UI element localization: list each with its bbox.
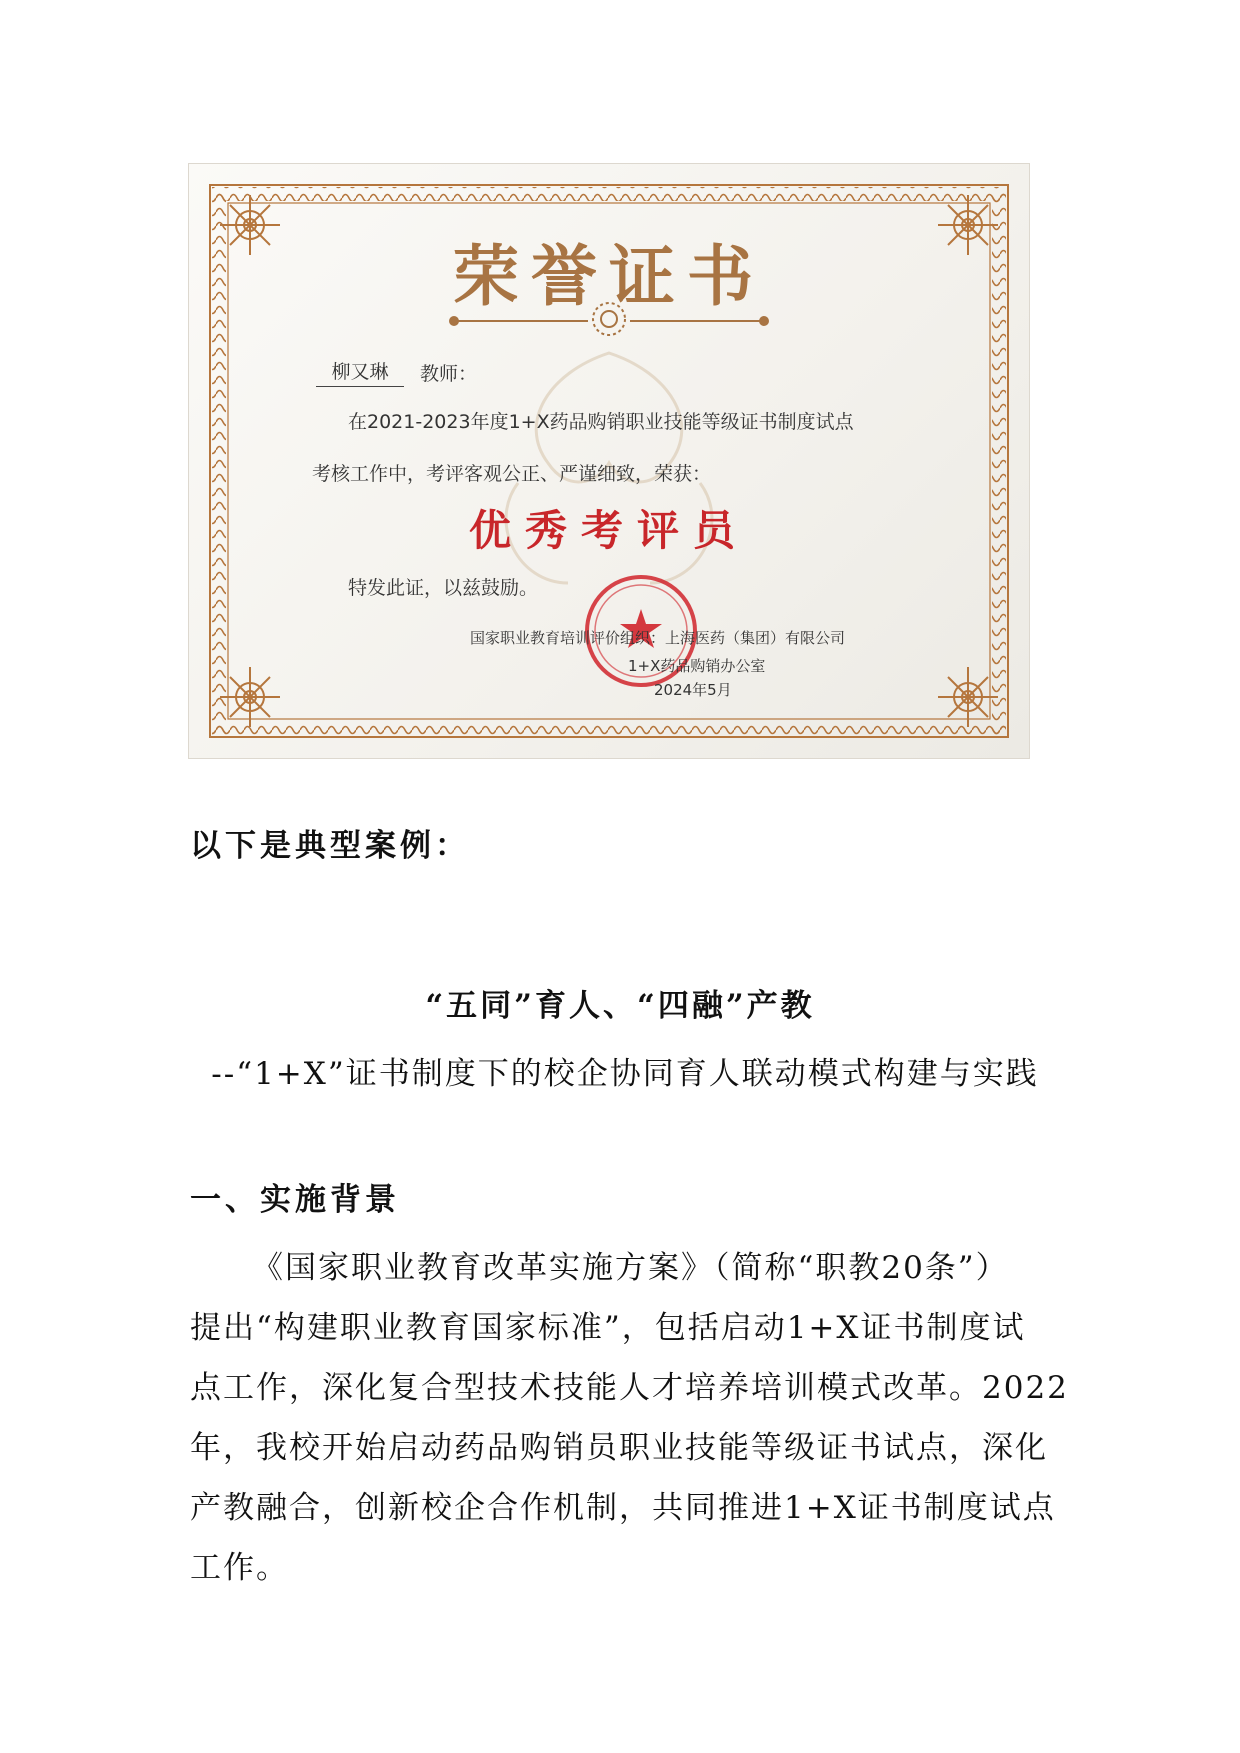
award-title: 优秀考评员 bbox=[468, 506, 749, 555]
certificate-line-1: 在2021-2023年度1+X药品购销职业技能等级证书制度试点 bbox=[348, 411, 854, 433]
certificate-line-2: 考核工作中，考评客观公正、严谨细致，荣获： bbox=[312, 463, 712, 485]
section-heading: 一、实施背景 bbox=[190, 1182, 400, 1218]
case-subtitle: --“1+X”证书制度下的校企协同育人联动模式构建与实践 bbox=[211, 1056, 1039, 1092]
case-title: “五同”育人、“四融”产教 bbox=[425, 988, 815, 1024]
certificate-title: 荣誉证书 bbox=[453, 237, 765, 315]
certificate-photo bbox=[188, 163, 1030, 759]
paragraph-line: 点工作，深化复合型技术技能人才培养培训模式改革。2022 bbox=[190, 1370, 1069, 1406]
paragraph-line: 年，我校开始启动药品购销员职业技能等级证书试点，深化 bbox=[190, 1430, 1048, 1466]
paragraph-line: 工作。 bbox=[190, 1550, 289, 1586]
issuer-line-1: 国家职业教育培训评价组织：上海医药（集团）有限公司 bbox=[470, 629, 846, 647]
paragraph-line: 产教融合，创新校企合作机制，共同推进1+X证书制度试点 bbox=[190, 1490, 1056, 1526]
recipient-suffix: 教师： bbox=[420, 363, 478, 385]
issuer-line-2: 1+X药品购销办公室 bbox=[628, 657, 766, 675]
section-paragraph bbox=[190, 1238, 1069, 1598]
certificate-closing: 特发此证，以兹鼓励。 bbox=[348, 577, 539, 599]
recipient-name: 柳又琳 bbox=[316, 357, 404, 387]
paragraph-line: 提出“构建职业教育国家标准”，包括启动1+X证书制度试 bbox=[190, 1310, 1026, 1346]
intro-text: 以下是典型案例： bbox=[190, 828, 470, 864]
paragraph-line: 《国家职业教育改革实施方案》（简称“职教20条”） bbox=[252, 1250, 1009, 1286]
issue-date: 2024年5月 bbox=[654, 681, 732, 699]
